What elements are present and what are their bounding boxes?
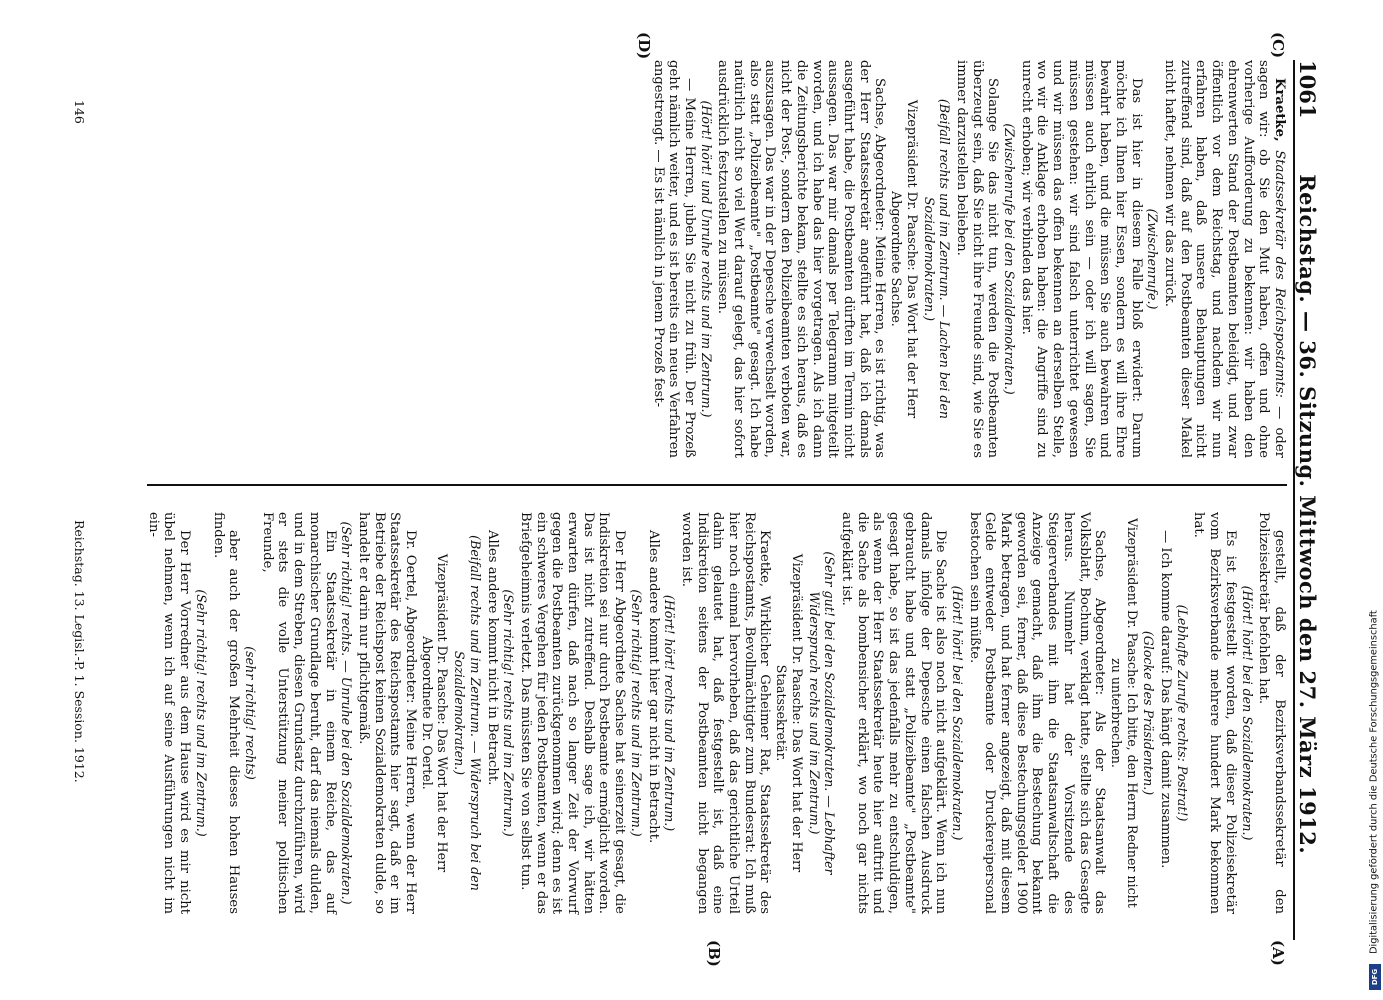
interjection: (Sehr richtig! rechts und im Zentrum.)	[501, 589, 517, 837]
paragraph: Es ist festgestellt worden, daß dieser Polizeisekretär vom Bezirksverbande mehrere hundert Mark bekommen hat.	[1191, 512, 1238, 914]
paragraph: Alles andere kommt nicht in Betracht.	[484, 530, 500, 786]
speaker-announcement: Vizepräsident Dr. Paasche: Das Wort hat der Herr Staatssekretär.	[774, 553, 805, 873]
paragraph	[1161, 60, 1287, 458]
speaker-role: Staatssekretär des Reichspostamts:	[1272, 150, 1287, 407]
interjection: (Lebhafte Zurufe rechts: Postrat!)	[1174, 604, 1190, 822]
credit-text: Digitalisierung gefördert durch die Deutsche Forschungsgemeinschaft	[1369, 610, 1380, 954]
paragraph: Alles andere kommt hier gar nicht in Betracht.	[645, 530, 661, 844]
interjection: (Hört! hört! bei den Sozialdemokraten.)	[1239, 585, 1255, 841]
interjection: (Hört! hört! rechts und im Zentrum.)	[662, 594, 678, 832]
column-divider	[147, 484, 1287, 486]
speaker-announcement: Vizepräsident Dr. Paasche: Das Wort hat der Herr Abgeordnete Dr. Oertel.	[419, 553, 451, 873]
speaker-announcement: Vizepräsident Dr. Paasche: Das Wort hat der Herr Abgeordnete Sachse.	[889, 99, 920, 419]
paragraph: — Ich komme darauf: Das hängt damit zusammen.	[1158, 530, 1174, 869]
interjection: (Zwischenrufe.)	[1145, 208, 1161, 310]
interjection: (Zwischenrufe bei den Sozialdemokraten.)	[1002, 123, 1018, 395]
interjection: (Beifall rechts und im Zentrum. — Lachen bei den Sozialdemokraten.)	[921, 98, 953, 420]
paragraph: Die Sache ist also noch nicht aufgeklärt. Wenn ich nun damals infolge der Depesche einen falschen Ausdruck gebraucht habe und statt „Polizeibeamte" „Postbeamte" gesagt habe, so ist das jedenfalls mehr zu entschuldigen, als wenn der Herr Staatssekretär heute hier auftritt und die Sache als bombensicher erklärt, wo noch gar nichts aufgeklärt ist.	[839, 512, 949, 914]
margin-marker-c: (C)	[1269, 32, 1287, 59]
speech-text: — oder sagen wir: ob Sie den Mut haben, offen und ohne vorherige Aufforderung zu bekennen: wir haben den ehrenwerten Stand der Postbeamten beleidigt, und zwar öffentlich vor dem Reichstag, und nachdem wir nun erfahren haben, daß unsere Behauptungen nicht zutreffend sind, daß auf den Postbeamten dieser Makel nicht haftet, nehmen wir das zurück.	[1162, 60, 1287, 458]
interjection: (Hört! hört! und Unruhe rechts und im Zentrum.)	[698, 100, 714, 418]
interjection: (sehr richtig! rechts)	[243, 646, 258, 780]
paragraph: gestellt, daß der Bezirksverbandssekretär den Polizeisekretär befohlen hat.	[1256, 512, 1287, 914]
interjection: (Glocke des Präsidenten.)	[1141, 630, 1157, 796]
paragraph: Das ist hier in diesem Falle bloß erwidert: Darum möchte ich Ihnen hier Essen, sondern es will ihre Ehre bewahrt haben, und die müssen Sie auch bewahren und müssen auch ehrlich sein — oder ich will sagen, Sie müssen gestehen: wir sind falsch unterrichtet gewesen und wir müssen das offen bekennen an derselben Stelle, wo wir die Anklage erhoben haben: die Angriffe sind zu unrecht erhoben; wir verbinden das hier.	[1018, 60, 1144, 458]
speaker-name: Kraetke,	[1272, 78, 1287, 151]
right-text-column	[144, 512, 1287, 914]
interjection: (Sehr richtig! rechts. — Unruhe bei den Sozialdemokraten.)	[339, 521, 355, 905]
margin-marker-b: (B)	[705, 940, 723, 967]
interjection: (Sehr richtig! rechts und im Zentrum.)	[628, 589, 644, 837]
footer-left: Reichstag. 13. Legisl.-P. 1. Session. 1912.	[72, 520, 87, 783]
margin-marker-d: (D)	[635, 32, 653, 60]
digitization-credit	[1368, 12, 1382, 988]
paragraph: Dr. Oertel, Abgeordneter: Meine Herren, wenn der Herr Staatssekretär des Reichspostamts hier sagt, daß er im Betriebe der Reichspost keinen Sozialdemokraten dulde, so handelt er darin nur pflichtgemäß.	[355, 512, 419, 914]
page-number: 1061	[1295, 60, 1321, 119]
paragraph: aber auch der großen Mehrheit dieses hohen Hauses finden.	[210, 512, 242, 914]
paragraph: Der Herr Abgeordnete Sachse hat seinerzeit gesagt, die Indiskretion sei nur durch Postbeamte ermöglicht worden. Das ist nicht zutreffend. Deshalb sage ich, wir hätten erwarten dürfen, daß nach so langer Zeit der Vorwurf gegen die Postbeamten zurückgenommen wird; denn es ist ein schweres Vergehen für jeden Postbeamten, wenn er das Briefgeheimnis verletzt. Das müssten Sie von selbst tun.	[517, 512, 628, 914]
left-text-column	[649, 60, 1287, 458]
paragraph: Sachse, Abgeordneter: Als der Staatsanwalt das Volksblatt, Bochum, verklagt hatte, stellte sich das Gesagte heraus. Nunmehr hat der Vorsitzende des Steigerverbandes mit ihm die Staatsanwaltschaft die Anzeige gemacht, daß ihm die Bestechung bekannt geworden sei, ferner, daß diese Bestechungsgelder 1900 Mark betragen, und hat ferner angezeigt, daß mit diesem Gelde entweder Postbeamte oder Druckereipersonal bestochen sein müßte.	[966, 512, 1108, 914]
speaker-announcement: Vizepräsident Dr. Paasche: Ich bitte, den Herrn Redner nicht zu unterbrechen.	[1108, 518, 1140, 908]
interjection: (Sehr gut! bei den Sozialdemokraten. — Lebhafter Widerspruch rechts und im Zentrum.)	[806, 551, 838, 875]
paragraph: Solange Sie das nicht tun, werden die Postbeamten überzeugt sein, daß Sie nicht ihre Freunde sind, wie Sie es immer darzustellen belieben.	[953, 60, 1001, 458]
interjection: (Beifall rechts und im Zentrum. — Widerspruch bei den Sozialdemokraten.)	[452, 535, 483, 891]
interjection: (Sehr richtig! rechts und im Zentrum.)	[193, 589, 209, 837]
interjection: (Hört! hört! bei den Sozialdemokraten.)	[949, 585, 965, 841]
paragraph: — Meine Herren, jubeln Sie nicht zu früh. Der Prozeß geht nämlich weiter, und es ist bereits ein neues Verfahren angestrengt. — Es ist nämlich in jenem Prozeß fest-	[650, 60, 697, 458]
margin-marker-a: (A)	[1269, 940, 1287, 966]
page-title: Reichstag. — 36. Sitzung. Mittwoch den 27. März 1912.	[1295, 174, 1321, 855]
dfg-logo: DFG	[1369, 964, 1381, 990]
paragraph: Kraetke, Wirklicher Geheimer Rat, Staatssekretär des Reichspostamts, Bevollmächtigter zum Bundesrat: Ich muß hier noch einmal hervorheben, daß das gerichtliche Urteil dahin gelautet hat, daß festgestellt ist, daß eine Indiskretion seitens der Postbeamten nicht begangen worden ist.	[678, 512, 773, 914]
paragraph: Der Herr Vorredner aus dem Hause wird es mir nicht übel nehmen, wenn ich auf seine Ausführungen nicht im ein-	[145, 512, 193, 914]
paragraph: Ein Staatssekretär in einem Reiche, das auf monarchischer Grundlage beruht, darf das niemals dulden, und in dem Streben, diesen Grundsatz durchzuführen, wird er stets die volle Unterstützung meiner politischen Freunde,	[259, 512, 338, 914]
paragraph: Sachse, Abgeordneter: Meine Herren, es ist richtig, was der Herr Staatssekretär angeführt hat, daß ich damals ausgeführt habe, die Postbeamten dürften im Termin nicht aussagen. Das war mir damals per Telegramm mitgeteilt worden, und ich habe das hier vorgetragen. Als ich dann die Zeitungsberichte bekam, stellte es sich heraus, daß es nicht der Post-, sondern den Polizeibeamten verboten war, auszusagen. Das war in der Depesche verwechselt worden, also statt „Polizeibeamte" „Postbeamte" gesagt. Ich habe natürlich nicht so viel Wert darauf gelegt, das hier sofort ausdrücklich festzustellen zu müssen.	[715, 60, 888, 458]
footer-page-signature: 146	[72, 100, 87, 124]
page-header	[1293, 60, 1321, 940]
